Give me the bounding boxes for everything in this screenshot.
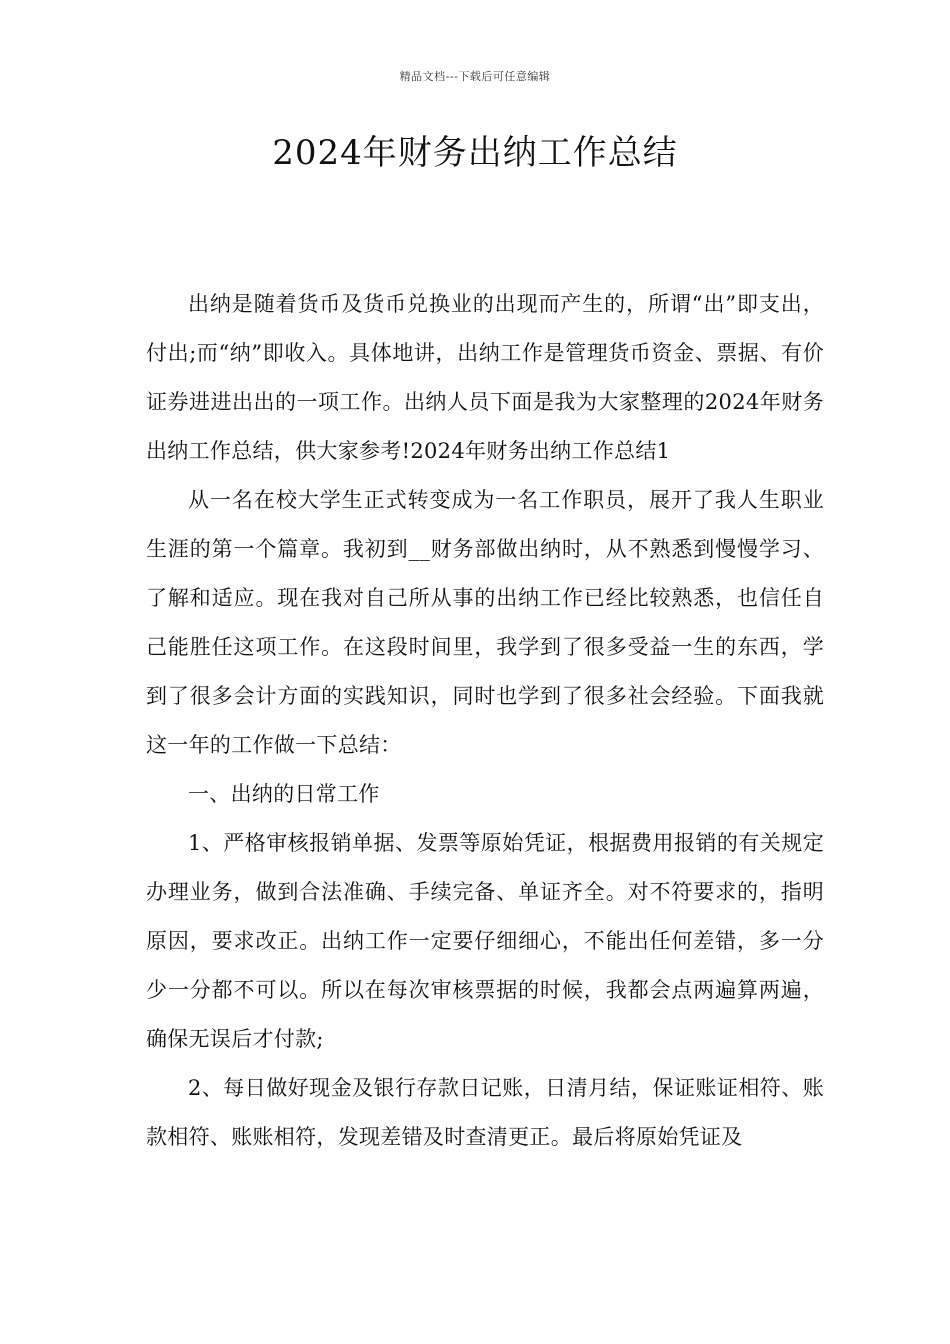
header-note: 精品文档---下载后可任意编辑 [399,70,551,83]
paragraph-summary-opening: 从一名在校大学生正式转变成为一名工作职员，展开了我人生职业生涯的第一个篇章。我初到__财务部做出纳时，从不熟悉到慢慢学习、了解和适应。现在我对自己所从事的出纳工作已经比较熟悉，也信任自己能胜任这项工作。在这段时间里，我学到了很多受益一生的东西，学到了很多会计方面的实践知识，同时也学到了很多社会经验。下面我就这一年的工作做一下总结： [146,488,824,757]
section-heading-daily-work: 一、出纳的日常工作 [188,782,380,806]
paragraph-item-2: 2、每日做好现金及银行存款日记账，日清月结，保证账证相符、账款相符、账账相符，发现差错及时查清更正。最后将原始凭证及 [146,1076,824,1149]
paragraph-intro: 出纳是随着货币及货币兑换业的出现而产生的，所谓“出”即支出，付出;而“纳”即收入。具体地讲，出纳工作是管理货币资金、票据、有价证券进进出出的一项工作。出纳人员下面是我为大家整理的2024年财务出纳工作总结，供大家参考!2024年财务出纳工作总结1 [146,292,824,463]
document-title: 2024年财务出纳工作总结 [272,133,678,173]
document-body [146,280,824,1162]
paragraph-item-1: 1、严格审核报销单据、发票等原始凭证，根据费用报销的有关规定办理业务，做到合法准确、手续完备、单证齐全。对不符要求的，指明原因，要求改正。出纳工作一定要仔细细心，不能出任何差错，多一分少一分都不可以。所以在每次审核票据的时候，我都会点两遍算两遍，确保无误后才付款; [146,831,824,1051]
